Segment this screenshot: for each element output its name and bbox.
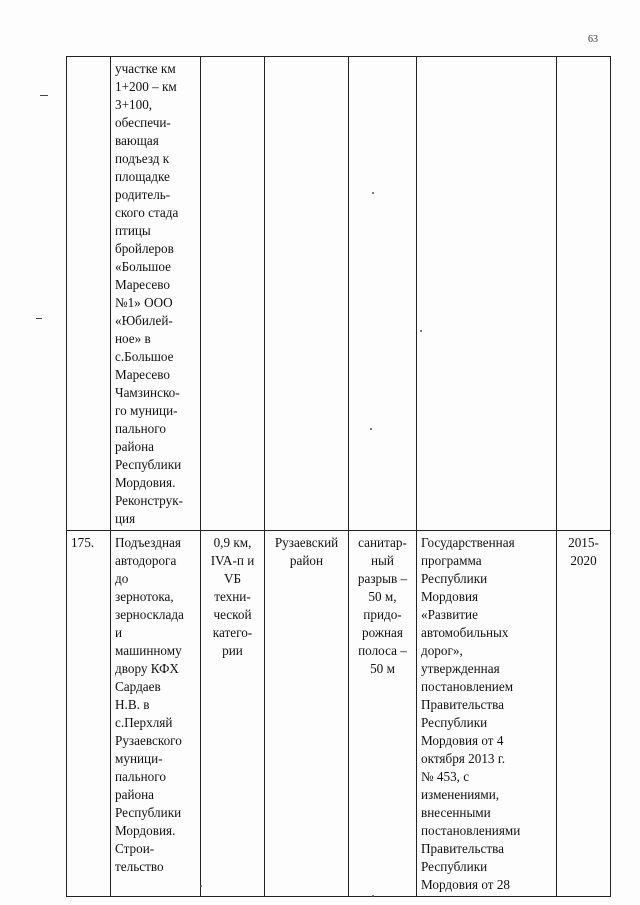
cell-parameters — [201, 57, 265, 531]
scan-mark — [372, 192, 374, 194]
cell-program — [417, 57, 557, 531]
cell-number: 175. — [67, 531, 111, 897]
scan-mark — [420, 330, 422, 332]
cell-zone: санитар- ный разрыв – 50 м, придо- рожная полоса – 50 м — [349, 531, 417, 897]
cell-object-name: участке км 1+200 – км 3+100, обеспечи- вающая подъезд к площадке родитель- ского стада птицы бройлеров «Большое Маресево №1» ООО «Юбилей- ное» в с.Большое Маресево Чамзинско- го муници- пального района Республики Мордовия. Реконструк- ция — [111, 57, 201, 531]
cell-parameters: 0,9 км, IVA-п и VБ техни- ческой катего- рии — [201, 531, 265, 897]
page-number: 63 — [588, 34, 598, 45]
cell-period — [557, 57, 611, 531]
scan-mark — [40, 95, 48, 96]
scan-mark — [372, 895, 374, 897]
table-row-continued — [67, 57, 611, 531]
cell-zone — [349, 57, 417, 531]
registry-table — [66, 56, 611, 897]
cell-program: Государственная программа Республики Мордовия «Развитие автомобильных дорог», утвержденная постановлением Правительства Республики Мордовия от 4 октября 2013 г. № 453, с изменениями, внесенными постановлениями Правительства Республики Мордовия от 28 — [417, 531, 557, 897]
scan-mark — [36, 318, 42, 319]
cell-object-name: Подъездная автодорога до зернотока, зерносклада и машинному двору КФХ Сардаев Н.В. в с.Перхляй Рузаевского муници- пального района Республики Мордовия. Строи- тельство — [111, 531, 201, 897]
cell-district — [265, 57, 349, 531]
cell-period: 2015- 2020 — [557, 531, 611, 897]
scan-mark — [200, 885, 202, 887]
table-row-175 — [67, 531, 611, 897]
cell-number — [67, 57, 111, 531]
cell-district: Рузаевский район — [265, 531, 349, 897]
scan-mark — [370, 428, 372, 430]
